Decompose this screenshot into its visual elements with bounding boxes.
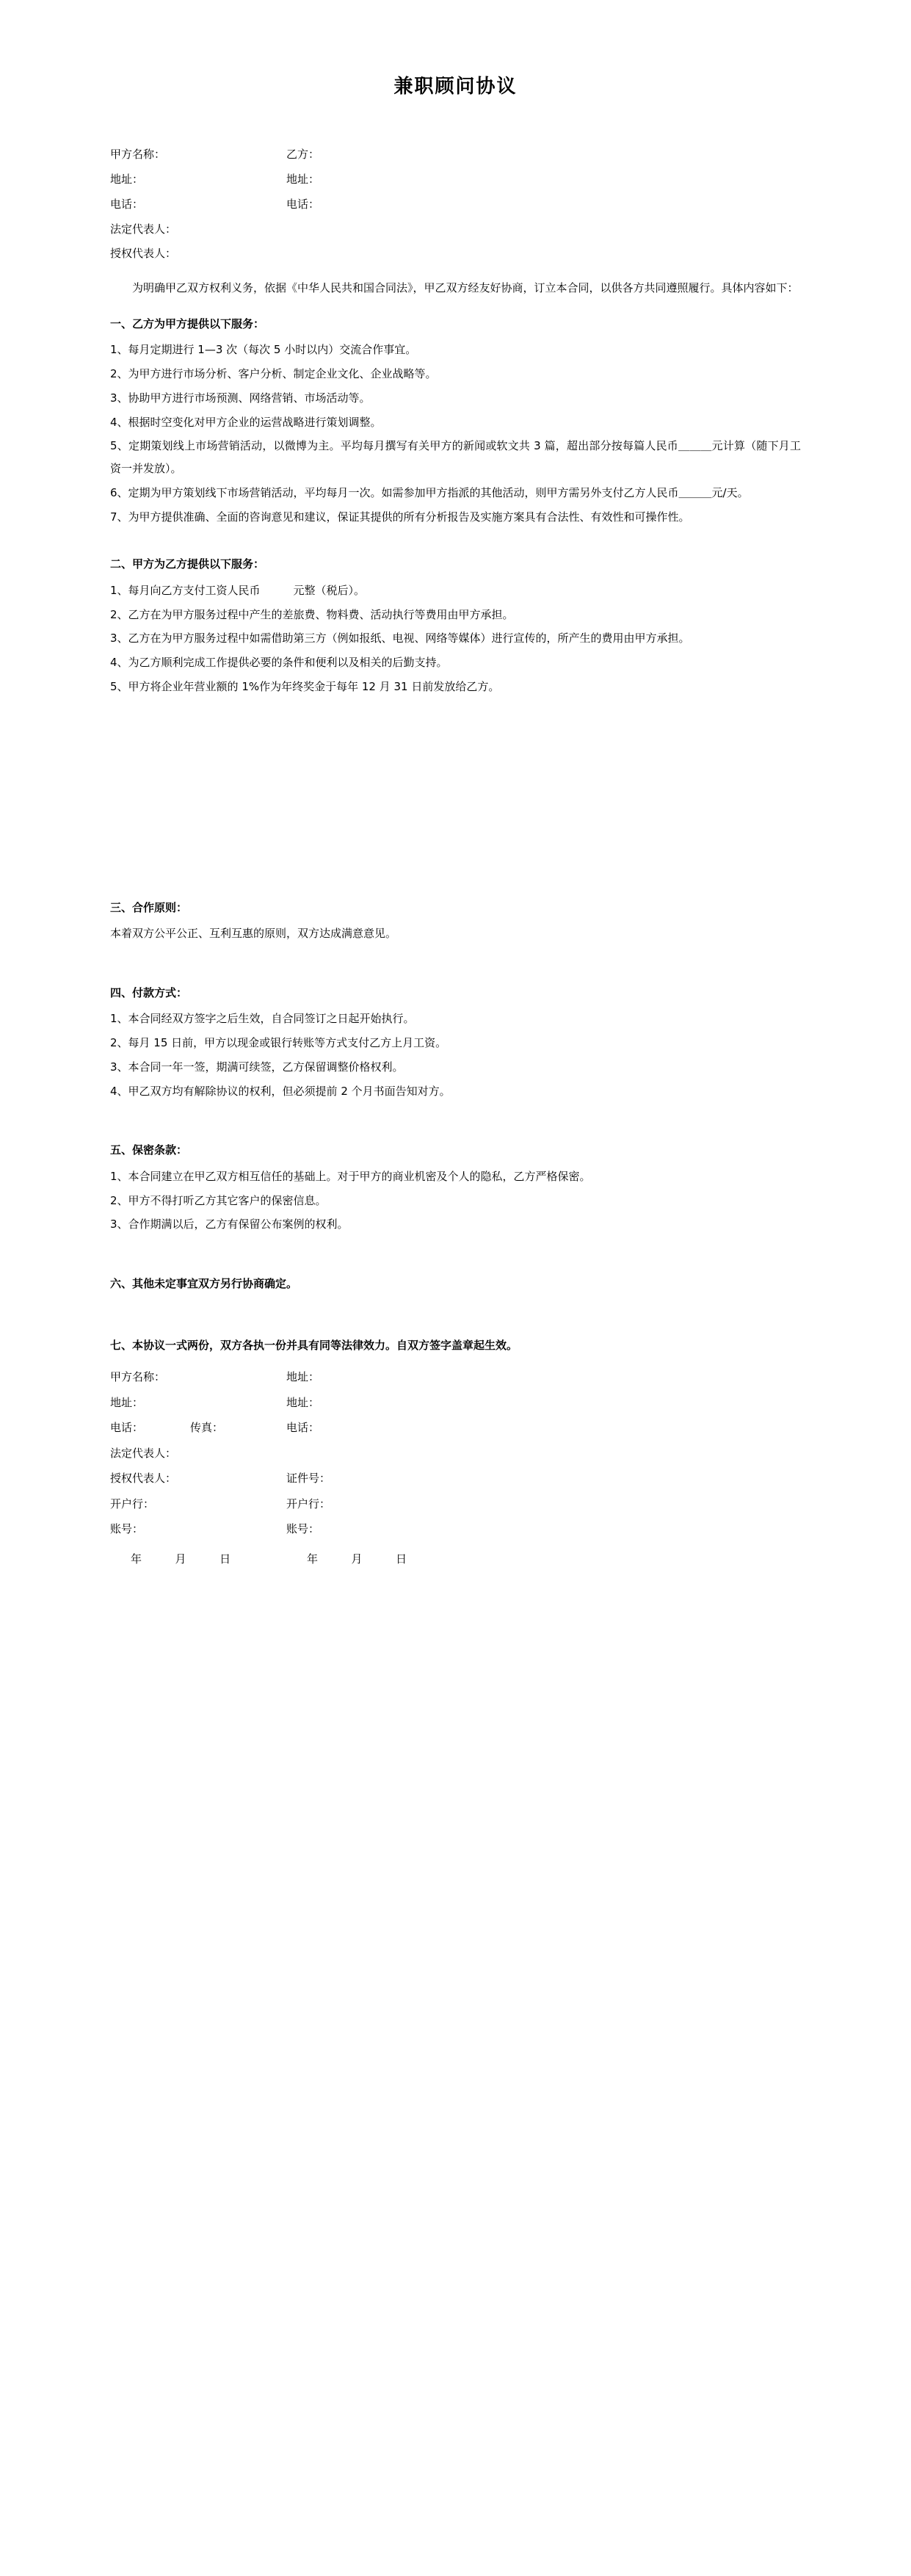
spacer [110, 1237, 801, 1259]
clause-2-5: 5、甲方将企业年营业额的 1%作为年终奖金于每年 12 月 31 日前发放给乙方。 [110, 679, 500, 693]
sig-party-a-bank-label: 开户行： [110, 1497, 155, 1510]
sig-party-b-address-label-2: 地址： [286, 1395, 320, 1409]
signature-row [110, 1390, 801, 1416]
party-a-name-label: 甲方名称： [110, 148, 166, 162]
clause-4-4: 4、甲乙双方均有解除协议的权利，但必须提前 2 个月书面告知对方。 [110, 1084, 451, 1098]
clause-1-3: 3、协助甲方进行市场预测、网络营销、市场活动等。 [110, 391, 371, 405]
sig-empty-cell [286, 1441, 801, 1466]
clause-1-4: 4、根据时空变化对甲方企业的运营战略进行策划调整。 [110, 415, 382, 429]
sig-party-a-name-label: 甲方名称： [110, 1370, 166, 1384]
clause-2-3: 3、乙方在为甲方服务过程中如需借助第三方（例如报纸、电视、网络等媒体）进行宣传的，所产生的费用由甲方承担。 [110, 632, 690, 645]
party-a-phone-label: 电话： [110, 197, 144, 211]
signature-row [110, 1415, 801, 1441]
header-party-row [110, 142, 801, 167]
sig-party-b-bank-label: 开户行： [286, 1497, 331, 1510]
clause-2-1: 1、每月向乙方支付工资人民币 元整（税后）。 [110, 583, 366, 597]
sig-party-a-account-label: 账号： [110, 1522, 144, 1536]
section-heading-5: 五、保密条款： [110, 1143, 188, 1157]
party-b-phone-label: 电话： [286, 197, 320, 211]
clause-2-4: 4、为乙方顺利完成工作提供必要的条件和便利以及相关的后勤支持。 [110, 656, 448, 670]
signature-row [110, 1441, 801, 1466]
sig-party-b-address-label: 地址： [286, 1370, 320, 1384]
legal-representative-label: 法定代表人： [110, 222, 177, 236]
clause-5-2: 2、甲方不得打听乙方其它客户的保密信息。 [110, 1193, 327, 1207]
header-party-block [110, 142, 801, 267]
party-b-address-label: 地址： [286, 173, 320, 187]
clause-1-2: 2、为甲方进行市场分析、客户分析、制定企业文化、企业战略等。 [110, 367, 437, 381]
sig-party-b-account-label: 账号： [286, 1522, 320, 1536]
clause-5-3: 3、合作期满以后，乙方有保留公布案例的权利。 [110, 1218, 349, 1231]
sig-legal-representative-label: 法定代表人： [110, 1446, 177, 1460]
signature-row [110, 1491, 801, 1517]
sig-party-a-phone-group [110, 1415, 286, 1441]
authorized-representative-label: 授权代表人： [110, 247, 177, 261]
sig-authorized-representative-label: 授权代表人： [110, 1472, 177, 1486]
spacer [110, 947, 801, 969]
page-break-spacer [110, 700, 801, 883]
section-heading-1: 一、乙方为甲方提供以下服务： [110, 316, 265, 330]
page-title: 兼职顾问协议 [393, 76, 518, 98]
header-party-row [110, 192, 801, 217]
sig-party-a-address-label: 地址： [110, 1395, 144, 1409]
date-line-party-b: 年 月 日 [307, 1552, 416, 1566]
spacer [110, 1299, 801, 1321]
clause-4-2: 2、每月 15 日前，甲方以现金或银行转账等方式支付乙方上月工资。 [110, 1036, 447, 1050]
clause-3-1: 本着双方公平公正、互利互惠的原则，双方达成满意意见。 [110, 927, 397, 941]
section-heading-7: 七、本协议一式两份，双方各执一份并具有同等法律效力。自双方签字盖章起生效。 [110, 1338, 518, 1352]
signature-block [110, 1364, 801, 1571]
clause-1-1: 1、每月定期进行 1—3 次（每次 5 小时以内）交流合作事宜。 [110, 343, 417, 357]
clause-5-1: 1、本合同建立在甲乙双方相互信任的基础上。对于甲方的商业机密及个人的隐私，乙方严格保密。 [110, 1169, 591, 1183]
clause-4-1: 1、本合同经双方签字之后生效，自合同签订之日起开始执行。 [110, 1012, 415, 1026]
spacer [110, 529, 801, 540]
section-heading-2: 二、甲方为乙方提供以下服务： [110, 557, 265, 571]
spacer [110, 1104, 801, 1126]
intro-paragraph: 为明确甲乙双方权利义务，依据《中华人民共和国合同法》，甲乙双方经友好协商，订立本合同，以供各方共同遵照履行。具体内容如下： [132, 281, 799, 295]
header-party-row [110, 167, 801, 192]
clause-1-5: 5、定期策划线上市场营销活动，以微博为主。平均每月撰写有关甲方的新闻或软文共 3 篇，超出部分按每篇人民币＿＿＿元计算（随下月工资一并发放）。 [110, 439, 801, 476]
sig-party-a-phone-label: 电话： [110, 1421, 144, 1435]
clause-4-3: 3、本合同一年一签，期满可续签，乙方保留调整价格权利。 [110, 1060, 404, 1074]
clause-2-2: 2、乙方在为甲方服务过程中产生的差旅费、物料费、活动执行等费用由甲方承担。 [110, 607, 514, 621]
section-heading-4: 四、付款方式： [110, 985, 188, 999]
section-heading-6: 六、其他未定事宜双方另行协商确定。 [110, 1277, 298, 1291]
signature-row [110, 1516, 801, 1542]
section-heading-3: 三、合作原则： [110, 900, 188, 914]
party-b-name-label: 乙方： [286, 148, 320, 162]
sig-id-number-label: 证件号： [286, 1472, 331, 1486]
signature-row [110, 1364, 801, 1390]
clause-1-7: 7、为甲方提供准确、全面的咨询意见和建议，保证其提供的所有分析报告及实施方案具有合法性、有效性和可操作性。 [110, 510, 690, 524]
clause-1-6: 6、定期为甲方策划线下市场营销活动，平均每月一次。如需参加甲方指派的其他活动，则甲方需另外支付乙方人民币＿＿＿元/天。 [110, 485, 749, 499]
sig-party-a-fax-label: 传真： [190, 1421, 224, 1435]
party-a-address-label: 地址： [110, 173, 144, 187]
sig-party-b-phone-label: 电话： [286, 1421, 320, 1435]
signature-row [110, 1466, 801, 1491]
date-line-party-a: 年 月 日 [131, 1552, 240, 1566]
date-row [110, 1546, 801, 1572]
